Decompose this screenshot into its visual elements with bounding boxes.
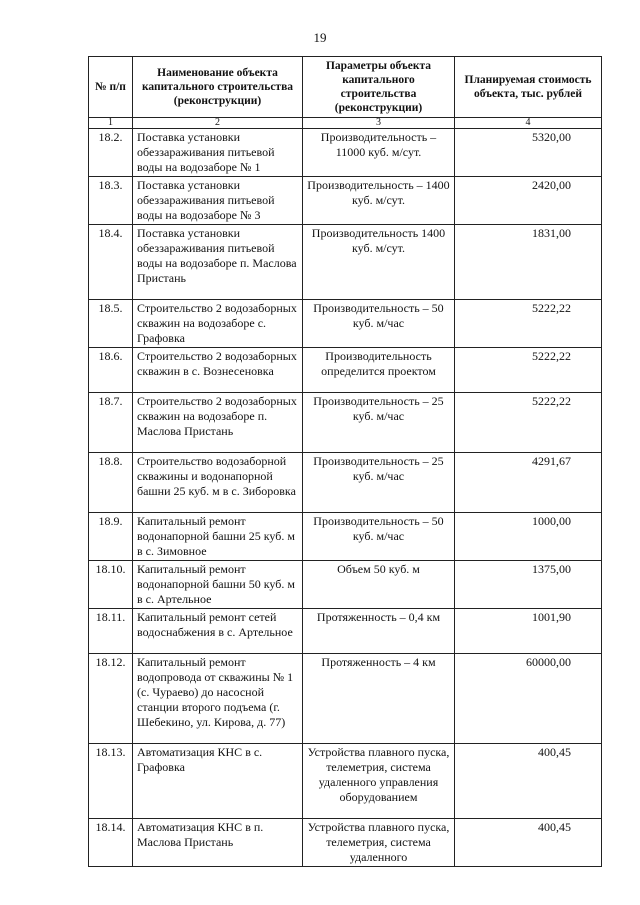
planned-cost: 60000,00 xyxy=(455,654,602,744)
object-name: Поставка установки обеззараживания питьевой воды на водозаборе п. Маслова Пристань xyxy=(133,225,303,300)
object-name: Строительство 2 водозаборных скважин на водозаборе с. Графовка xyxy=(133,300,303,348)
planned-cost: 5222,22 xyxy=(455,393,602,453)
object-parameters: Устройства плавного пуска, телеметрия, система удаленного xyxy=(303,819,455,867)
object-name: Строительство водозаборной скважины и водонапорной башни 25 куб. м в с. Зиборовка xyxy=(133,453,303,513)
row-number: 18.9. xyxy=(89,513,133,561)
column-number: 1 xyxy=(89,118,133,129)
row-number: 18.3. xyxy=(89,177,133,225)
header-params: Параметры объекта капитального строительства (реконструкции) xyxy=(303,57,455,118)
object-name: Капитальный ремонт водопровода от скважины № 1 (с. Чураево) до насосной станции второго подъема (г. Шебекино, ул. Кирова, д. 77) xyxy=(133,654,303,744)
object-name: Поставка установки обеззараживания питьевой воды на водозаборе № 1 xyxy=(133,129,303,177)
table-row xyxy=(89,225,602,300)
row-number: 18.4. xyxy=(89,225,133,300)
object-parameters: Производительность – 25 куб. м/час xyxy=(303,453,455,513)
header-cost: Планируемая стоимость объекта, тыс. рублей xyxy=(455,57,602,118)
table-row xyxy=(89,744,602,819)
column-number: 4 xyxy=(455,118,602,129)
object-name: Поставка установки обеззараживания питьевой воды на водозаборе № 3 xyxy=(133,177,303,225)
object-name: Автоматизация КНС в п. Маслова Пристань xyxy=(133,819,303,867)
table-row xyxy=(89,393,602,453)
table-row xyxy=(89,348,602,393)
planned-cost: 400,45 xyxy=(455,744,602,819)
table-row xyxy=(89,561,602,609)
table-header-row xyxy=(89,57,602,118)
object-name: Строительство 2 водозаборных скважин в с. Вознесеновка xyxy=(133,348,303,393)
construction-objects-table xyxy=(88,56,602,867)
planned-cost: 5222,22 xyxy=(455,348,602,393)
planned-cost: 1831,00 xyxy=(455,225,602,300)
row-number: 18.2. xyxy=(89,129,133,177)
object-parameters: Объем 50 куб. м xyxy=(303,561,455,609)
column-number: 2 xyxy=(133,118,303,129)
object-name: Капитальный ремонт сетей водоснабжения в с. Артельное xyxy=(133,609,303,654)
table-row xyxy=(89,609,602,654)
object-parameters: Устройства плавного пуска, телеметрия, система удаленного управления оборудованием xyxy=(303,744,455,819)
object-parameters: Производительность – 11000 куб. м/сут. xyxy=(303,129,455,177)
table-row xyxy=(89,453,602,513)
object-name: Автоматизация КНС в с. Графовка xyxy=(133,744,303,819)
row-number: 18.7. xyxy=(89,393,133,453)
planned-cost: 1000,00 xyxy=(455,513,602,561)
planned-cost: 1375,00 xyxy=(455,561,602,609)
planned-cost: 2420,00 xyxy=(455,177,602,225)
object-parameters: Протяженность – 0,4 км xyxy=(303,609,455,654)
row-number: 18.14. xyxy=(89,819,133,867)
row-number: 18.12. xyxy=(89,654,133,744)
row-number: 18.6. xyxy=(89,348,133,393)
table-row xyxy=(89,300,602,348)
object-name: Капитальный ремонт водонапорной башни 50 куб. м в с. Артельное xyxy=(133,561,303,609)
page-number: 19 xyxy=(313,30,327,45)
table-row xyxy=(89,129,602,177)
object-parameters: Производительность – 50 куб. м/час xyxy=(303,513,455,561)
planned-cost: 400,45 xyxy=(455,819,602,867)
column-number: 3 xyxy=(303,118,455,129)
header-name: Наименование объекта капитального строительства (реконструкции) xyxy=(133,57,303,118)
planned-cost: 1001,90 xyxy=(455,609,602,654)
object-name: Капитальный ремонт водонапорной башни 25 куб. м в с. Зимовное xyxy=(133,513,303,561)
row-number: 18.8. xyxy=(89,453,133,513)
object-parameters: Производительность определится проектом xyxy=(303,348,455,393)
object-parameters: Производительность – 1400 куб. м/сут. xyxy=(303,177,455,225)
object-parameters: Производительность 1400 куб. м/сут. xyxy=(303,225,455,300)
object-parameters: Производительность – 25 куб. м/час xyxy=(303,393,455,453)
table-row xyxy=(89,177,602,225)
row-number: 18.5. xyxy=(89,300,133,348)
table-row xyxy=(89,513,602,561)
planned-cost: 4291,67 xyxy=(455,453,602,513)
row-number: 18.10. xyxy=(89,561,133,609)
column-number-row xyxy=(89,118,602,129)
planned-cost: 5320,00 xyxy=(455,129,602,177)
header-num: № п/п xyxy=(89,57,133,118)
row-number: 18.13. xyxy=(89,744,133,819)
table-row xyxy=(89,654,602,744)
planned-cost: 5222,22 xyxy=(455,300,602,348)
object-parameters: Производительность – 50 куб. м/час xyxy=(303,300,455,348)
object-parameters: Протяженность – 4 км xyxy=(303,654,455,744)
row-number: 18.11. xyxy=(89,609,133,654)
object-name: Строительство 2 водозаборных скважин на водозаборе п. Маслова Пристань xyxy=(133,393,303,453)
table-row xyxy=(89,819,602,867)
